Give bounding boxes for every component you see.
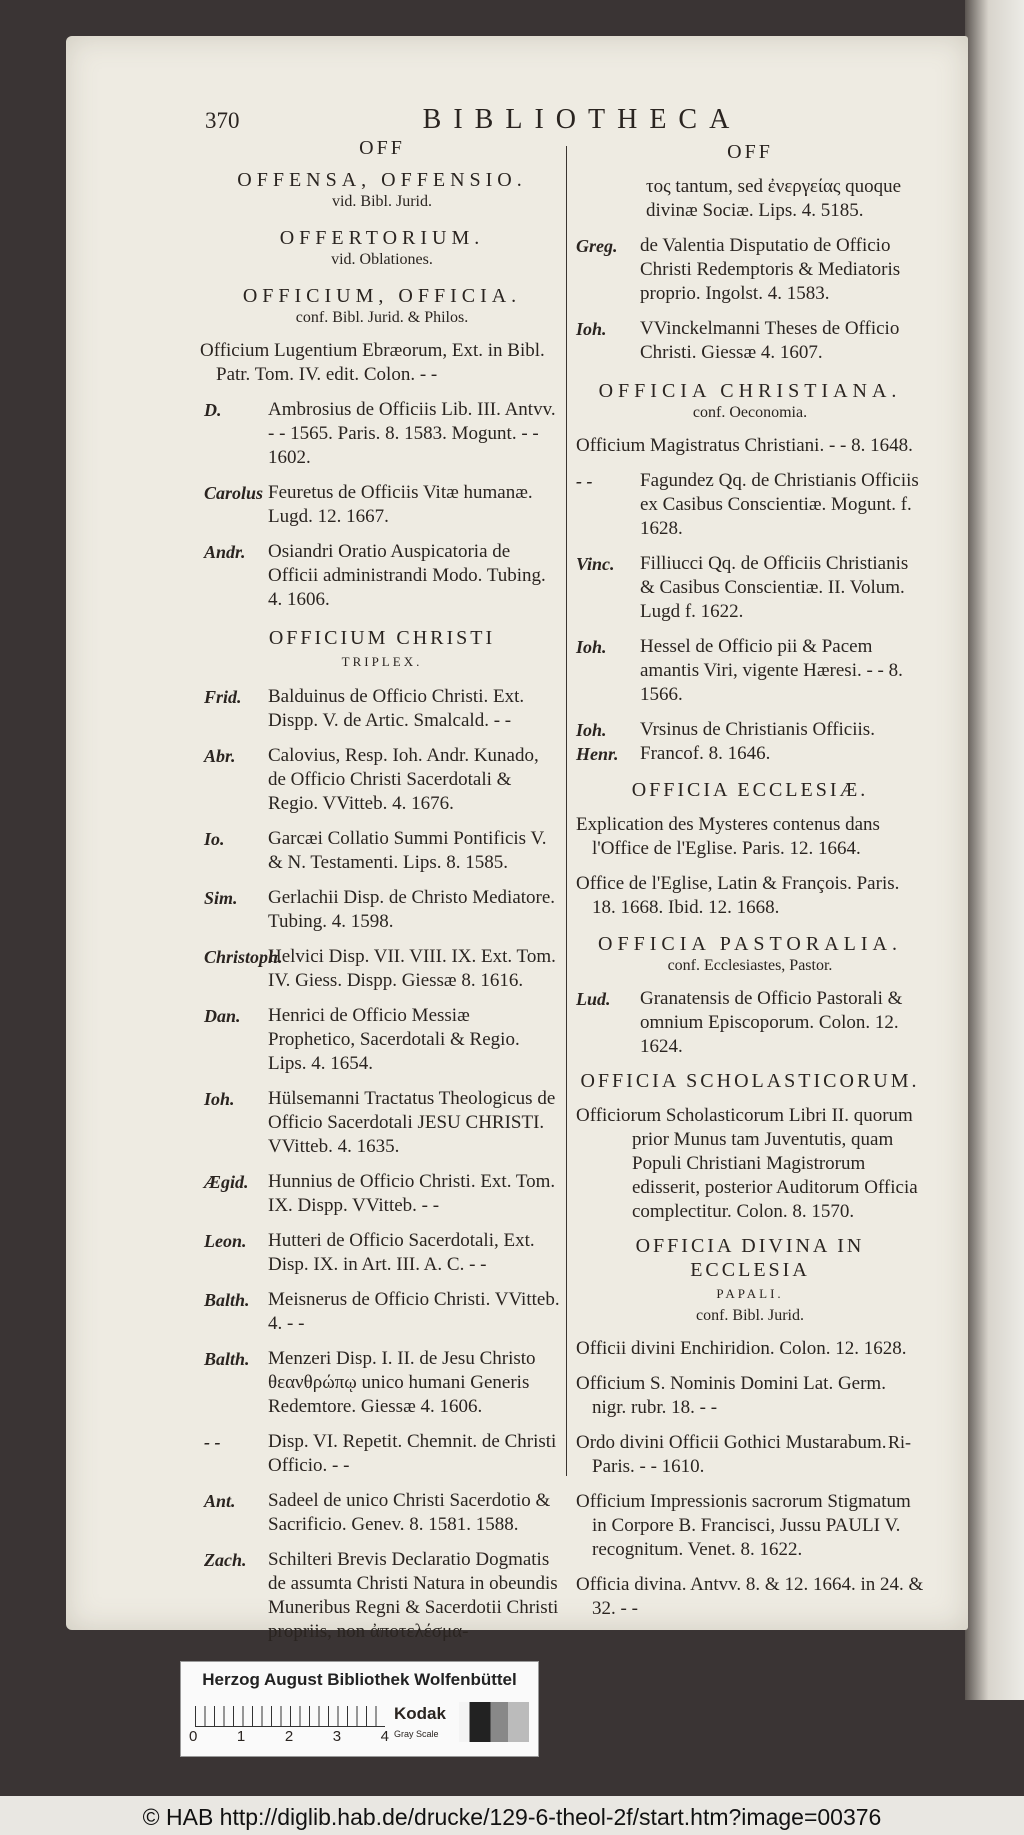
- heading-offertorium: OFFERTORIUM.: [279, 227, 485, 249]
- crossref-offensa: vid. Bibl. Jurid.: [331, 193, 432, 210]
- entry-author-prefix: Vinc.: [576, 554, 615, 574]
- divina-entries: [576, 1337, 924, 1621]
- entry-text: Schilteri Brevis Declaratio Dogmatis de assumta Christi Natura in obeundis Muneribus Regni & Sacerdotii Christi propriis, non ἀποτελέσμα-: [268, 1549, 559, 1642]
- crossref-divina: conf. Bibl. Jurid.: [696, 1307, 804, 1324]
- catalog-entry: Ordo divini Officii Gothici Mustarabum. Paris. - - 1610.: [576, 1432, 887, 1477]
- entry-author-prefix: Ioh.: [576, 637, 607, 657]
- entry-text: Fagundez Qq. de Christianis Officiis ex Casibus Conscientiæ. Mogunt. f. 1628.: [640, 470, 919, 539]
- left-entries-1: [204, 398, 560, 612]
- bibliography-entry: [204, 1288, 560, 1336]
- scale-ruler: [195, 1706, 385, 1727]
- entry-author-prefix: Sim.: [204, 888, 238, 908]
- ruler-num: 2: [284, 1728, 294, 1745]
- catalog-entry: Explication des Mysteres contenus dans l'Office de l'Eglise. Paris. 12. 1664.: [576, 814, 880, 859]
- heading-pastoralia: OFFICIA PASTORALIA.: [598, 933, 902, 955]
- entry-author-prefix: Andr.: [204, 542, 246, 562]
- heading-officium-christi-sub: TRIPLEX.: [341, 654, 423, 669]
- catalog-entry: Office de l'Eglise, Latin & François. Paris. 18. 1668. Ibid. 12. 1668.: [576, 873, 900, 918]
- entry-author-prefix: Zach.: [204, 1550, 247, 1570]
- entry-text: Calovius, Resp. Ioh. Andr. Kunado, de Officio Christi Sacerdotali & Regio. VVitteb. 4. 1676.: [268, 745, 539, 814]
- magistratus-entry: Officium Magistratus Christiani. - - 8. 1648.: [576, 435, 913, 456]
- bibliography-entry: [576, 317, 924, 365]
- entry-author-prefix: - -: [204, 1432, 221, 1452]
- catalog-entry: Officium S. Nominis Domini Lat. Germ. nigr. rubr. 18. - -: [576, 1373, 886, 1418]
- bibliography-entry: [204, 945, 560, 993]
- heading-scholasticorum: OFFICIA SCHOLASTICORUM.: [580, 1070, 920, 1092]
- column-head: OFF: [727, 141, 773, 163]
- continuation-text: τος tantum, sed ἐνεργείας quoque divinæ Sociæ. Lips. 4. 5185.: [646, 176, 902, 221]
- heading-offensa: OFFENSA, OFFENSIO.: [237, 169, 527, 191]
- entry-author-prefix: Balth.: [204, 1290, 250, 1310]
- bibliography-entry: [204, 1004, 560, 1076]
- entry-author-prefix: Leon.: [204, 1231, 247, 1251]
- ruler-num: 1: [236, 1728, 246, 1745]
- entry-author-prefix: - -: [576, 471, 593, 491]
- entry-text: Gerlachii Disp. de Christo Mediatore. Tubing. 4. 1598.: [268, 887, 556, 932]
- entry-author-prefix: Christoph.: [204, 947, 283, 967]
- entry-author-prefix: Carolus: [204, 483, 264, 503]
- bibliography-entry: [204, 1548, 560, 1644]
- entry-author-prefix: Lud.: [576, 989, 611, 1009]
- adjacent-page-edge: [965, 0, 1024, 1700]
- entry-text: Helvici Disp. VII. VIII. IX. Ext. Tom. IV. Giess. Dispp. Giessæ 8. 1616.: [268, 946, 556, 991]
- bibliography-entry: [204, 1489, 560, 1537]
- entry-text: Granatensis de Officio Pastorali & omnium Episcoporum. Colon. 12. 1624.: [640, 988, 903, 1057]
- heading-officium: OFFICIUM, OFFICIA.: [242, 285, 522, 307]
- scholasticorum-entry: Officiorum Scholasticorum Libri II. quorum prior Munus tam Juventutis, quam Populi Christiani Magistrorum edisserit, posterior Auditorum Officia complectitur. Colon. 8. 1570.: [576, 1105, 918, 1222]
- officium-entry: Officium Lugentium Ebræorum, Ext. in Bibl. Patr. Tom. IV. edit. Colon. - -: [200, 340, 545, 385]
- bibliography-entry: [204, 1087, 560, 1159]
- heading-ecclesiae: OFFICIA ECCLESIÆ.: [631, 779, 869, 801]
- crossref-pastoralia: conf. Ecclesiastes, Pastor.: [667, 957, 833, 974]
- color-calibration-card: [180, 1661, 539, 1757]
- heading-officium-christi: [204, 626, 560, 674]
- bibliography-entry: [204, 1430, 560, 1478]
- grayscale-patches: [459, 1702, 529, 1742]
- copyright-bar: [0, 1796, 1024, 1835]
- ruler-num: 0: [189, 1728, 198, 1745]
- entry-text: Sadeel de unico Christi Sacerdotio & Sacrificio. Genev. 8. 1581. 1588.: [268, 1490, 551, 1535]
- bibliography-entry: [204, 481, 560, 529]
- bibliography-entry: [576, 469, 924, 541]
- heading-divina-sub: PAPALI.: [716, 1286, 784, 1301]
- entry-text: Menzeri Disp. I. II. de Jesu Christo θεανθρώπῳ unico humani Generis Redemtore. Giessæ 4. 1606.: [268, 1348, 536, 1417]
- entry-text: Balduinus de Officio Christi. Ext. Dispp. V. de Artic. Smalcald. - -: [268, 686, 525, 731]
- bibliography-entry: [204, 744, 560, 816]
- entry-author-prefix: Ant.: [204, 1491, 236, 1511]
- bibliography-entry: [576, 635, 924, 707]
- entry-author-prefix: Abr.: [204, 746, 236, 766]
- right-entries-2: [576, 469, 924, 766]
- bibliography-entry: [204, 1347, 560, 1419]
- kodak-sub: Gray Scale: [394, 1729, 439, 1739]
- column-head: OFF: [359, 137, 405, 159]
- entry-author-prefix: D.: [204, 400, 222, 420]
- crossref-offertorium: vid. Oblationes.: [331, 251, 433, 268]
- pastor-entry: [576, 987, 924, 1059]
- bibliography-entry: [576, 234, 924, 306]
- bibliography-entry: [204, 1229, 560, 1277]
- bibliography-entry: [204, 540, 560, 612]
- crossref-christiana: conf. Oeconomia.: [692, 404, 808, 421]
- heading-officium-christi-title: OFFICIUM CHRISTI: [268, 627, 496, 649]
- entry-author-prefix: Greg.: [576, 236, 618, 256]
- library-name: Herzog August Bibliothek Wolfenbüttel: [202, 1670, 517, 1689]
- bibliography-entry: [204, 886, 560, 934]
- entry-text: Hessel de Officio pii & Pacem amantis Viri, vigente Hæresi. - - 8. 1566.: [640, 636, 903, 705]
- entry-author-prefix: Balth.: [204, 1349, 250, 1369]
- heading-divina-title: OFFICIA DIVINA IN ECCLESIA: [635, 1235, 865, 1281]
- entry-text: Hunnius de Officio Christi. Ext. Tom. IX. Dispp. VVitteb. - -: [268, 1171, 556, 1216]
- left-column: [200, 136, 560, 1644]
- entry-author-prefix: Frid.: [204, 687, 242, 707]
- copyright-link[interactable]: © HAB http://diglib.hab.de/drucke/129-6-theol-2f/start.htm?image=00376: [142, 1804, 882, 1830]
- entry-author-prefix: Io.: [204, 829, 225, 849]
- entry-text: Feuretus de Officiis Vitæ humanæ. Lugd. 12. 1667.: [268, 482, 533, 527]
- entry-author-prefix: Ioh.: [204, 1089, 235, 1109]
- bibliography-entry: [576, 552, 924, 624]
- right-entries-1: [576, 234, 924, 365]
- catalog-entry: Officii divini Enchiridion. Colon. 12. 1628.: [576, 1338, 907, 1359]
- kodak-brand: Kodak: [394, 1704, 446, 1723]
- entry-text: Disp. VI. Repetit. Chemnit. de Christi Officio. - -: [268, 1431, 557, 1476]
- page-number: 370: [205, 108, 240, 133]
- catchword: Ri-: [888, 1432, 912, 1452]
- bibliography-entry: [204, 1170, 560, 1218]
- ruler-numbers: [189, 1728, 389, 1745]
- entry-text: Osiandri Oratio Auspicatoria de Officii administrandi Modo. Tubing. 4. 1606.: [268, 541, 546, 610]
- bibliography-entry: [204, 685, 560, 733]
- bibliography-entry: [576, 718, 924, 766]
- ruler-num: 4: [380, 1728, 389, 1745]
- catalog-entry: Officia divina. Antvv. 8. & 12. 1664. in 24. & 32. - -: [576, 1574, 924, 1619]
- column-divider: [566, 146, 567, 1476]
- entry-author-prefix: Ægid.: [204, 1172, 249, 1192]
- crossref-officium: conf. Bibl. Jurid. & Philos.: [295, 309, 469, 326]
- entry-text: Meisnerus de Officio Christi. VVitteb. 4. - -: [268, 1289, 560, 1334]
- entry-author-prefix: Ioh. Henr.: [576, 720, 619, 764]
- entry-text: Hutteri de Officio Sacerdotali, Ext. Disp. IX. in Art. III. A. C. - -: [268, 1230, 535, 1275]
- entry-text: Garcæi Collatio Summi Pontificis V. & N. Testamenti. Lips. 8. 1585.: [268, 828, 547, 873]
- entry-text: Filliucci Qq. de Officiis Christianis & Casibus Conscientiæ. II. Volum. Lugd f. 1622.: [640, 553, 909, 622]
- heading-christiana: OFFICIA CHRISTIANA.: [598, 380, 902, 402]
- running-title: BIBLIOTHECA: [422, 104, 742, 135]
- bibliography-entry: [204, 827, 560, 875]
- entry-author-prefix: Ioh.: [576, 319, 607, 339]
- entry-text: Henrici de Officio Messiæ Prophetico, Sacerdotali & Regio. Lips. 4. 1654.: [268, 1005, 520, 1074]
- entry-text: de Valentia Disputatio de Officio Christi Redemptoris & Mediatoris proprio. Ingolst. 4. 1583.: [640, 235, 901, 304]
- kodak-logo: [394, 1704, 446, 1742]
- ruler-num: 3: [332, 1728, 342, 1745]
- entry-author-prefix: Dan.: [204, 1006, 241, 1026]
- ecclesiae-entries: [576, 813, 924, 920]
- left-entries-2: [204, 685, 560, 1644]
- right-column: [576, 136, 924, 1621]
- entry-text: Hülsemanni Tractatus Theologicus de Officio Sacerdotali JESU CHRISTI. VVitteb. 4. 1635.: [268, 1088, 556, 1157]
- heading-divina: [576, 1234, 924, 1306]
- entry-text: VVinckelmanni Theses de Officio Christi. Giessæ 4. 1607.: [640, 318, 900, 363]
- entry-text: Vrsinus de Christianis Officiis. Francof. 8. 1646.: [640, 719, 875, 764]
- entry-text: Ambrosius de Officiis Lib. III. Antvv. - - 1565. Paris. 8. 1583. Mogunt. - - 1602.: [268, 399, 556, 468]
- bibliography-entry: [204, 398, 560, 470]
- catalog-entry: Officium Impressionis sacrorum Stigmatum in Corpore B. Francisci, Jussu PAULI V. recognitum. Venet. 8. 1622.: [576, 1491, 911, 1560]
